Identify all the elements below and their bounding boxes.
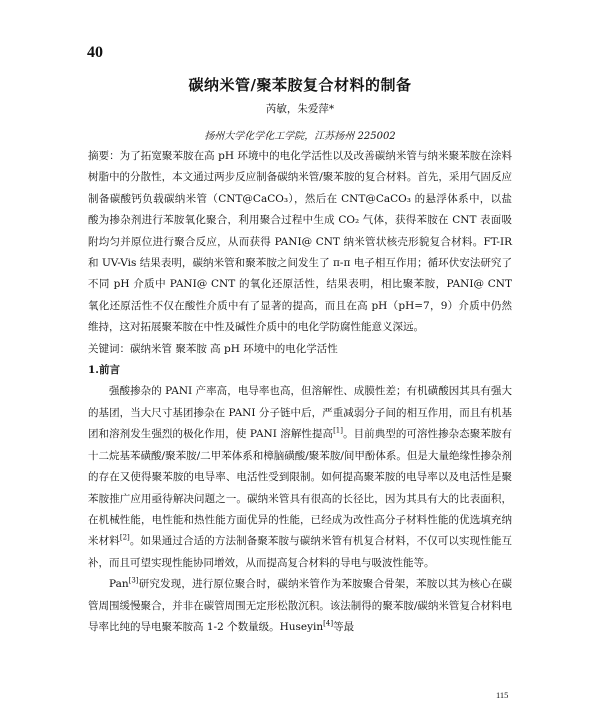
para1-text-c: 。如果通过合适的方法制备聚苯胺与碳纳米管有机复合材料，不仅可以实现性能互补，而且可望实现性能协同增效，从而提高复合材料的导电与吸波性能等。: [88, 535, 513, 569]
citation-2: [2]: [119, 533, 130, 542]
footer-page-number: 115: [496, 690, 509, 700]
body-text: [88, 146, 512, 638]
para1-text-b: 。目前典型的可溶性掺杂态聚苯胺有十二烷基苯磺酸/聚苯胺/二甲苯体系和樟脑磺酸/聚苯胺/间甲酚体系。但是大量绝缘性掺杂剂的存在又使得聚苯胺的电导率、电活性受到限制。如何提高聚苯胺的电导率以及电活性是聚苯胺推广应用亟待解决问题之一。碳纳米管具有很高的长径比，因为其具有大的比表面积，在机械性能，电性能和热性能方面优异的性能，已经成为改性高分子材料性能的优选填充纳米材料: [88, 428, 512, 548]
authors: 芮敏，朱爱萍*: [265, 103, 335, 115]
citation-4: [4]: [323, 619, 334, 628]
para1-text-a: 强酸掺杂的 PANI 产率高，电导率也高，但溶解性、成膜性差；有机磺酸因其具有强大的基团，当大尺寸基团掺杂在 PANI 分子链中后，严重减弱分子间的相互作用，而且有机基团和溶剂发生强烈的极化作用，使 PANI 溶解性提高: [88, 385, 512, 441]
keywords: 关键词：碳纳米管 聚苯胺 高 pH 环境中的电化学活性: [88, 342, 338, 355]
para2-text-c: 等最: [333, 620, 355, 633]
citation-3: [3]: [128, 576, 139, 585]
affiliation: 扬州大学化学化工学院，江苏扬州 225002: [204, 131, 396, 142]
para2-text-b: 研究发现，进行原位聚合时，碳纳米管作为苯胺聚合骨架，苯胺以其为核心在碳管周围缓慢聚合，并非在碳管周围无定形松散沉积。该法制得的聚苯胺/碳纳米管复合材料电导率比纯的导电聚苯胺高 1-2 个数量级。Huseyin: [88, 578, 512, 633]
abstract: 摘要：为了拓宽聚苯胺在高 pH 环境中的电化学活性以及改善碳纳米管与纳米聚苯胺在涂料树脂中的分散性，本文通过两步反应制备碳纳米管/聚苯胺的复合材料。首先，采用气固反应制备碳酸钙负载碳纳米管（CNT@CaCO₃），然后在 CNT@CaCO₃ 的悬浮体系中，以盐酸为掺杂剂进行苯胺氧化聚合，利用聚合过程中生成 CO₂ 气体，获得苯胺在 CNT 表面吸附均匀并原位进行聚合反应，从而获得 PANI@ CNT 纳米管状核壳形貌复合材料。FT-IR 和 UV-Vis 结果表明，碳纳米管和聚苯胺之间发生了 π-π 电子相互作用；循环伏安法研究了不同 pH 介质中 PANI@ CNT 的氧化还原活性，结果表明，相比聚苯胺，PANI@ CNT 氧化还原活性不仅在酸性介质中有了显著的提高，而且在高 pH（pH=7，9）介质中仍然维持，这对拓展聚苯胺在中性及碱性介质中的电化学防腐性能意义深远。: [88, 150, 512, 334]
para2-text-a: Pan: [109, 578, 129, 591]
citation-1: [1]: [333, 426, 343, 435]
section-heading: 1.前言: [88, 364, 120, 377]
page-number: 40: [87, 44, 103, 61]
paragraph-1: [88, 381, 512, 574]
paragraph-2: [88, 574, 512, 638]
paper-title: 碳纳米管/聚苯胺复合材料的制备: [188, 76, 412, 94]
